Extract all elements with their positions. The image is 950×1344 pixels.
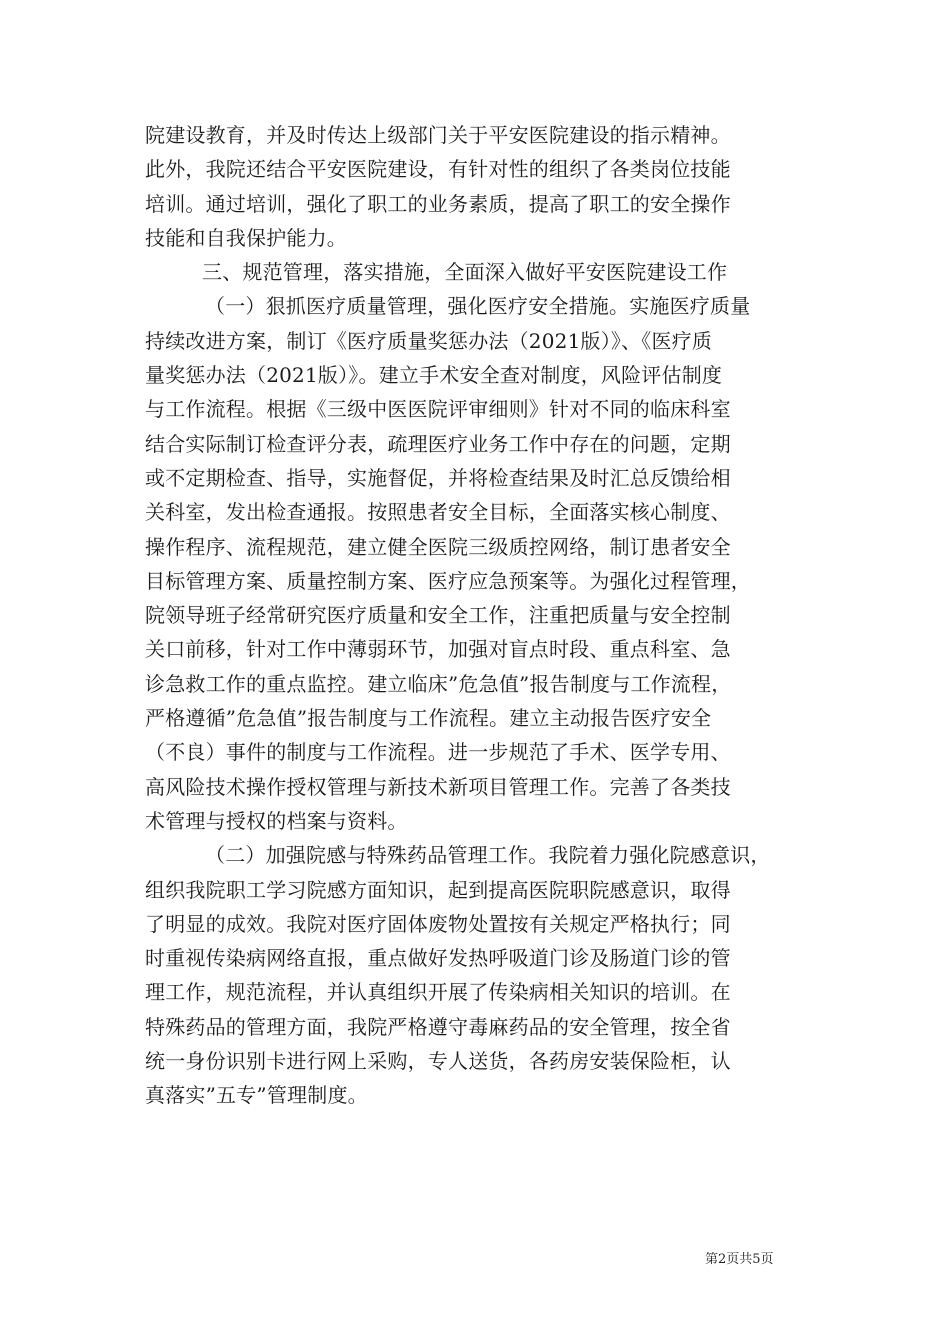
- text-line: 与工作流程。根据《三级中医医院评审细则》针对不同的临床科室: [145, 397, 731, 422]
- subsection-heading: （二）加强院感与特殊药品管理工作。我院着力强化院感意识，: [205, 843, 771, 868]
- section-heading: 三、规范管理，落实措施，全面深入做好平安医院建设工作: [202, 260, 728, 285]
- text-line: 培训。通过培训，强化了职工的业务素质，提高了职工的安全操作: [145, 191, 731, 216]
- text-line: 持续改进方案，制订《医疗质量奖惩办法（2021版）》、《医疗质: [145, 328, 713, 353]
- text-line: 严格遵循”危急值”报告制度与工作流程。建立主动报告医疗安全: [145, 706, 712, 731]
- text-line: 操作程序、流程规范，建立健全医院三级质控网络，制订患者安全: [145, 534, 731, 559]
- text-line: 术管理与授权的档案与资料。: [145, 808, 408, 833]
- subsection-heading: （一）狠抓医疗质量管理，强化医疗安全措施。实施医疗质量: [205, 294, 751, 319]
- text-line: 真落实”五专”管理制度。: [145, 1083, 368, 1108]
- text-line: 特殊药品的管理方面，我院严格遵守毒麻药品的安全管理，按全省: [145, 1014, 731, 1039]
- text-line: 技能和自我保护能力。: [145, 225, 347, 250]
- text-line: 院建设教育，并及时传达上级部门关于平安医院建设的指示精神。: [145, 123, 731, 147]
- text-line: 关科室，发出检查通报。按照患者安全目标，全面落实核心制度、: [145, 500, 731, 525]
- text-line: （不良）事件的制度与工作流程。进一步规范了手术、医学专用、: [145, 740, 731, 765]
- text-line: 量奖惩办法（2021版）》。建立手术安全查对制度，风险评估制度: [145, 363, 723, 388]
- text-line: 了明显的成效。我院对医疗固体废物处置按有关规定严格执行；同: [145, 911, 731, 936]
- page-number-footer: 第2页共5页: [705, 1252, 774, 1267]
- text-line: 理工作，规范流程，并认真组织开展了传染病相关知识的培训。在: [145, 980, 731, 1005]
- text-line: 高风险技术操作授权管理与新技术新项目管理工作。完善了各类技: [145, 774, 731, 799]
- text-line: 结合实际制订检查评分表，疏理医疗业务工作中存在的问题，定期: [145, 431, 731, 456]
- text-line: 诊急救工作的重点监控。建立临床”危急值”报告制度与工作流程，: [145, 671, 732, 696]
- text-line: 时重视传染病网络直报，重点做好发热呼吸道门诊及肠道门诊的管: [145, 946, 731, 971]
- text-line: 组织我院职工学习院感方面知识，起到提高医院职院感意识，取得: [145, 877, 731, 902]
- text-line: 院领导班子经常研究医疗质量和安全工作，注重把质量与安全控制: [145, 603, 731, 628]
- text-line: 关口前移，针对工作中薄弱环节，加强对盲点时段、重点科室、急: [145, 637, 731, 662]
- text-line: 目标管理方案、质量控制方案、医疗应急预案等。为强化过程管理，: [145, 568, 751, 593]
- document-body: [145, 118, 813, 1113]
- text-line: 或不定期检查、指导，实施督促，并将检查结果及时汇总反馈给相: [145, 465, 731, 490]
- text-line: 统一身份识别卡进行网上采购，专人送货，各药房安装保险柜，认: [145, 1049, 731, 1074]
- text-line: 此外，我院还结合平安医院建设，有针对性的组织了各类岗位技能: [145, 157, 731, 182]
